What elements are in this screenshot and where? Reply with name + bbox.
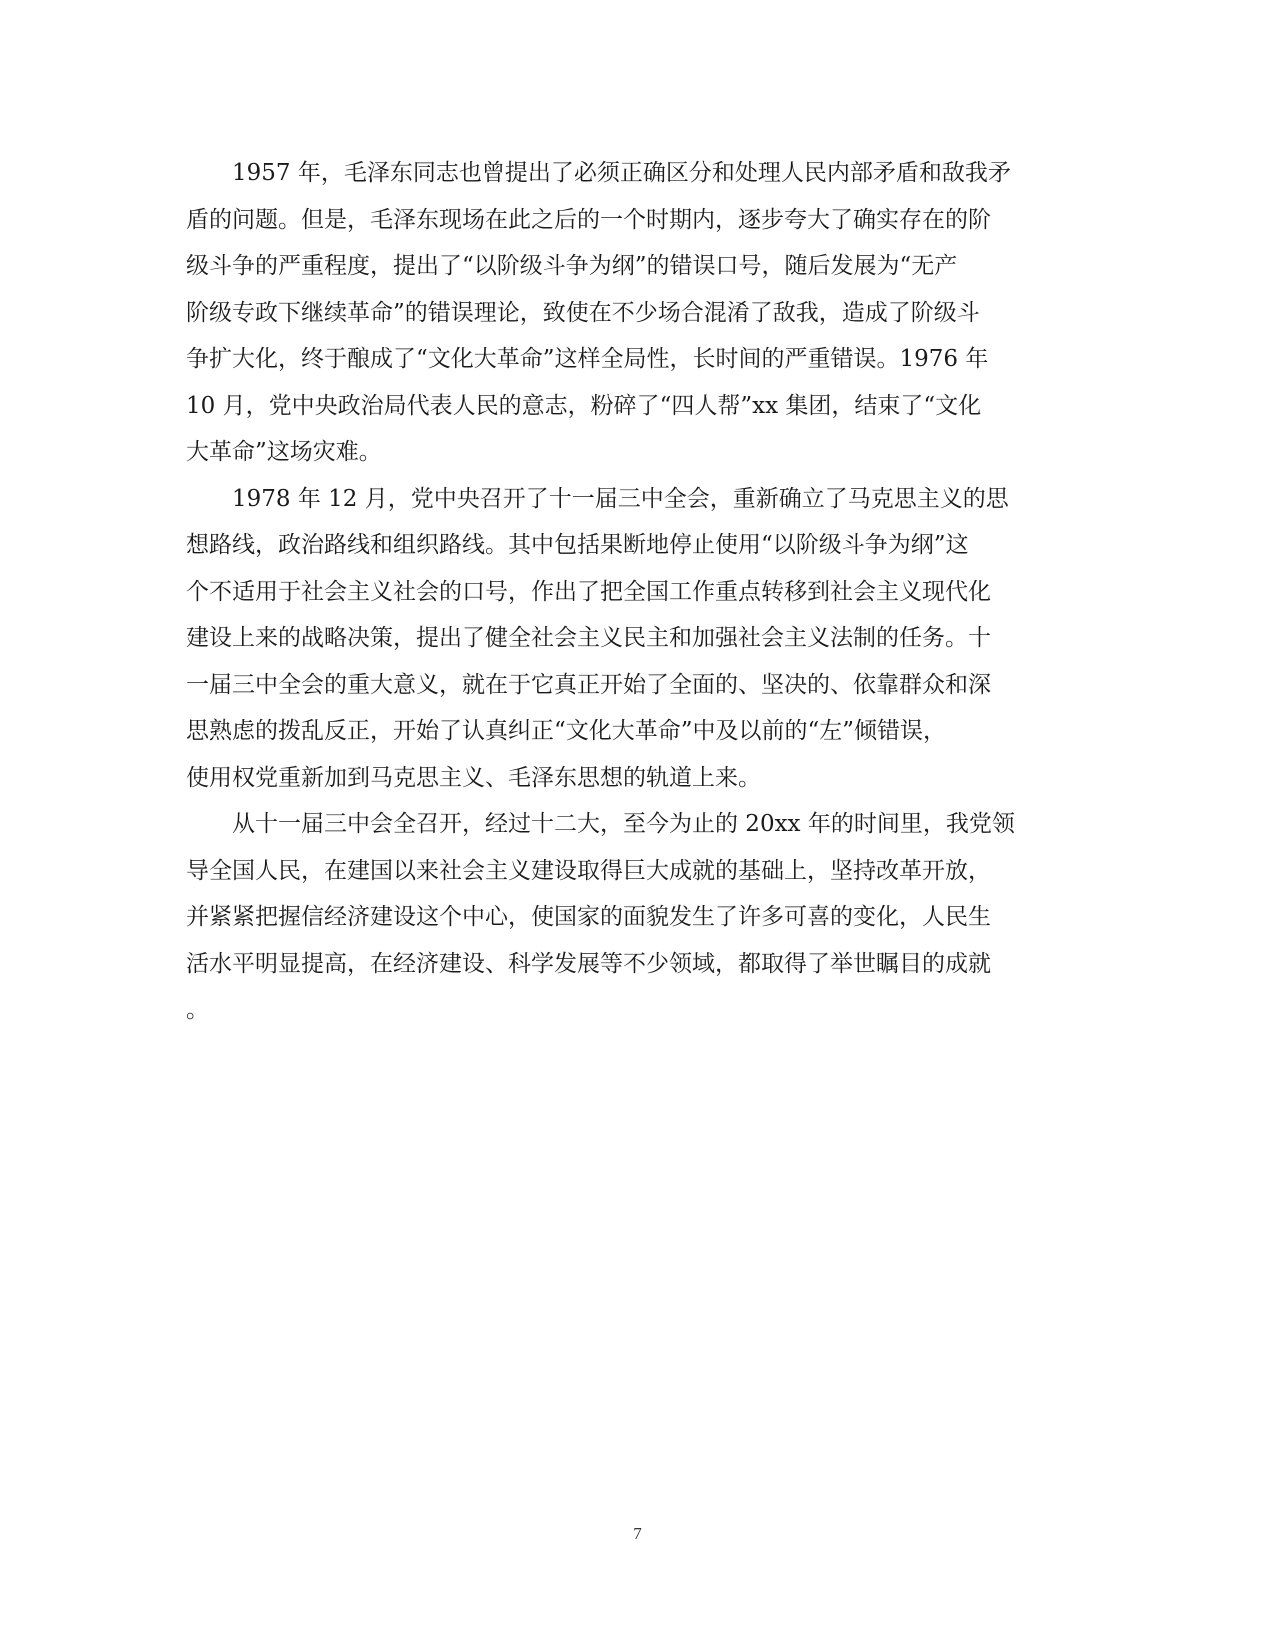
page-number: 7 (633, 1524, 642, 1543)
text-line: 1978 年 12 月，党中央召开了十一届三中全会，重新确立了马克思主义的思 (232, 485, 1009, 512)
text-line: 大革命”这场灾难。 (186, 439, 382, 465)
text-line: 个不适用于社会主义社会的口号，作出了把全国工作重点转移到社会主义现代化 (186, 578, 991, 605)
paragraph-1 (186, 150, 1066, 476)
text-line: 一届三中全会的重大意义，就在于它真正开始了全面的、坚决的、依靠群众和深 (186, 671, 991, 698)
text-line: 建设上来的战略决策，提出了健全社会主义民主和加强社会主义法制的任务。十 (186, 625, 991, 651)
text-line: 级斗争的严重程度，提出了“以阶级斗争为纲”的错误口号，随后发展为“无产 (186, 253, 958, 279)
text-line: 1957 年，毛泽东同志也曾提出了必须正确区分和处理人民内部矛盾和敌我矛 (232, 160, 1011, 186)
text-line: 思熟虑的拨乱反正，开始了认真纠正“文化大革命”中及以前的“左”倾错误， (186, 718, 947, 744)
text-line: 活水平明显提高，在经济建设、科学发展等不少领域，都取得了举世瞩目的成就 (186, 950, 991, 977)
text-line: 争扩大化，终于酿成了“文化大革命”这样全局性，长时间的严重错误。1976 年 (186, 346, 989, 372)
paragraph-3 (186, 801, 1066, 1034)
text-line: 使用权党重新加到马克思主义、毛泽东思想的轨道上来。 (186, 764, 761, 791)
text-line: 从十一届三中会全召开，经过十二大，至今为止的 20xx 年的时间里，我党领 (232, 811, 1015, 837)
paragraph-2 (186, 476, 1066, 802)
text-line: 导全国人民，在建国以来社会主义建设取得巨大成就的基础上，坚持改革开放， (186, 857, 991, 884)
text-line: 想路线，政治路线和组织路线。其中包括果断地停止使用“以阶级斗争为纲”这 (186, 532, 969, 558)
text-line: 并紧紧把握信经济建设这个中心，使国家的面貌发生了许多可喜的变化，人民生 (186, 904, 991, 930)
text-line: 盾的问题。但是，毛泽东现场在此之后的一个时期内，逐步夸大了确实存在的阶 (186, 206, 991, 233)
text-line: 。 (186, 997, 209, 1023)
text-line: 10 月，党中央政治局代表人民的意志，粉碎了“四人帮”xx 集团，结束了“文化 (186, 392, 982, 419)
body-text (186, 150, 1066, 1034)
text-line: 阶级专政下继续革命”的错误理论，致使在不少场合混淆了敌我，造成了阶级斗 (186, 299, 980, 326)
